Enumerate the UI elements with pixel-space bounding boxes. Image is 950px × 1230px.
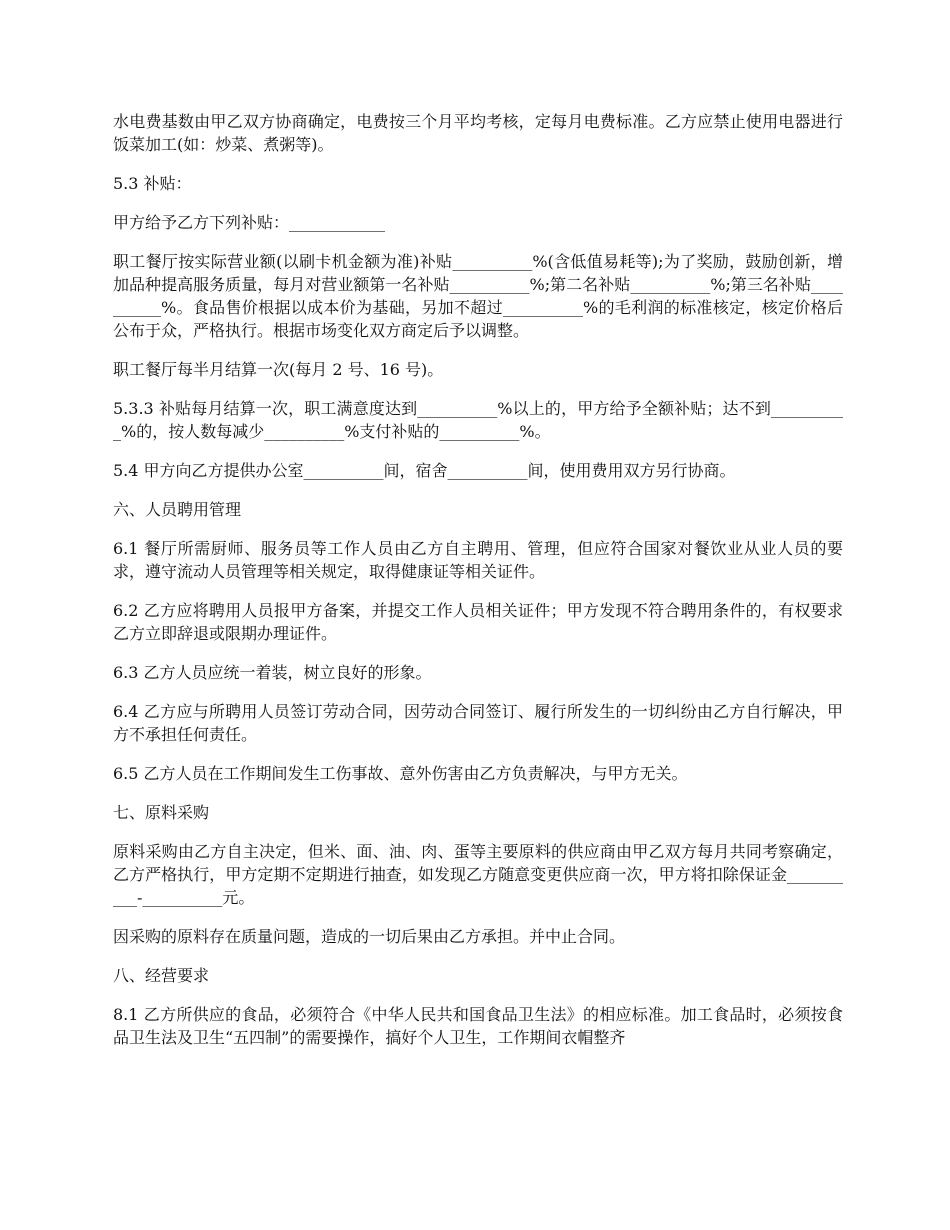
paragraph-canteen-subsidy: 职工餐厅按实际营业额(以刷卡机金额为准)补贴__________%(含低值易耗等);为了奖励，鼓励创新，增加品种提高服务质量，每月对营业额第一名补贴__________%;第二名补贴__________%;第三名补贴__________%。食品售价根据以成本价为基础，另加不超过__________%的毛利润的标准核定，核定价格后公布于众，严格执行。根据市场变化双方商定后予以调整。: [113, 252, 843, 340]
paragraph-6-2: 6.2 乙方应将聘用人员报甲方备案，并提交工作人员相关证件；甲方发现不符合聘用条件的，有权要求乙方立即辞退或限期办理证件。: [113, 601, 843, 643]
document-body: [113, 110, 843, 1065]
paragraph-quality-liability: 因采购的原料存在质量问题，造成的一切后果由乙方承担。并中止合同。: [113, 927, 626, 946]
paragraph-settlement: 职工餐厅每半月结算一次(每月 2 号、16 号)。: [113, 360, 444, 379]
section-8-heading: 八、经营要求: [113, 966, 210, 985]
paragraph-subsidy-list: 甲方给予乙方下列补贴：____________: [113, 213, 386, 232]
paragraph-5-3-3: 5.3.3 补贴每月结算一次，职工满意度达到__________%以上的，甲方给予全额补贴；达不到__________%的，按人数每减少__________%支付补贴的__________%。: [113, 399, 843, 441]
paragraph-8-1: 8.1 乙方所供应的食品，必须符合《中华人民共和国食品卫生法》的相应标准。加工食品时，必须按食品卫生法及卫生“五四制”的需要操作，搞好个人卫生，工作期间衣帽整齐: [113, 1005, 843, 1047]
paragraph-5-4: 5.4 甲方向乙方提供办公室__________间，宿舍__________间，使用费用双方另行协商。: [113, 461, 736, 480]
paragraph-6-4: 6.4 乙方应与所聘用人员签订劳动合同，因劳动合同签订、履行所发生的一切纠纷由乙方自行解决，甲方不承担任何责任。: [113, 702, 843, 744]
section-6-heading: 六、人员聘用管理: [113, 500, 242, 519]
paragraph-6-3: 6.3 乙方人员应统一着装，树立良好的形象。: [113, 663, 432, 682]
paragraph-utility-fees: 水电费基数由甲乙双方协商确定，电费按三个月平均考核，定每月电费标准。乙方应禁止使用电器进行饭菜加工(如：炒菜、煮粥等)。: [113, 112, 843, 154]
paragraph-6-1: 6.1 餐厅所需厨师、服务员等工作人员由乙方自主聘用、管理，但应符合国家对餐饮业从业人员的要求，遵守流动人员管理等相关规定，取得健康证等相关证件。: [113, 539, 843, 581]
section-5-3-heading: 5.3 补贴：: [113, 174, 192, 193]
paragraph-procurement: 原料采购由乙方自主决定，但米、面、油、肉、蛋等主要原料的供应商由甲乙双方每月共同考察确定，乙方严格执行，甲方定期不定期进行抽查，如发现乙方随意变更供应商一次，甲方将扣除保证金__________-__________元。: [113, 842, 843, 907]
section-7-heading: 七、原料采购: [113, 803, 210, 822]
paragraph-6-5: 6.5 乙方人员在工作期间发生工伤事故、意外伤害由乙方负责解决，与甲方无关。: [113, 764, 688, 783]
